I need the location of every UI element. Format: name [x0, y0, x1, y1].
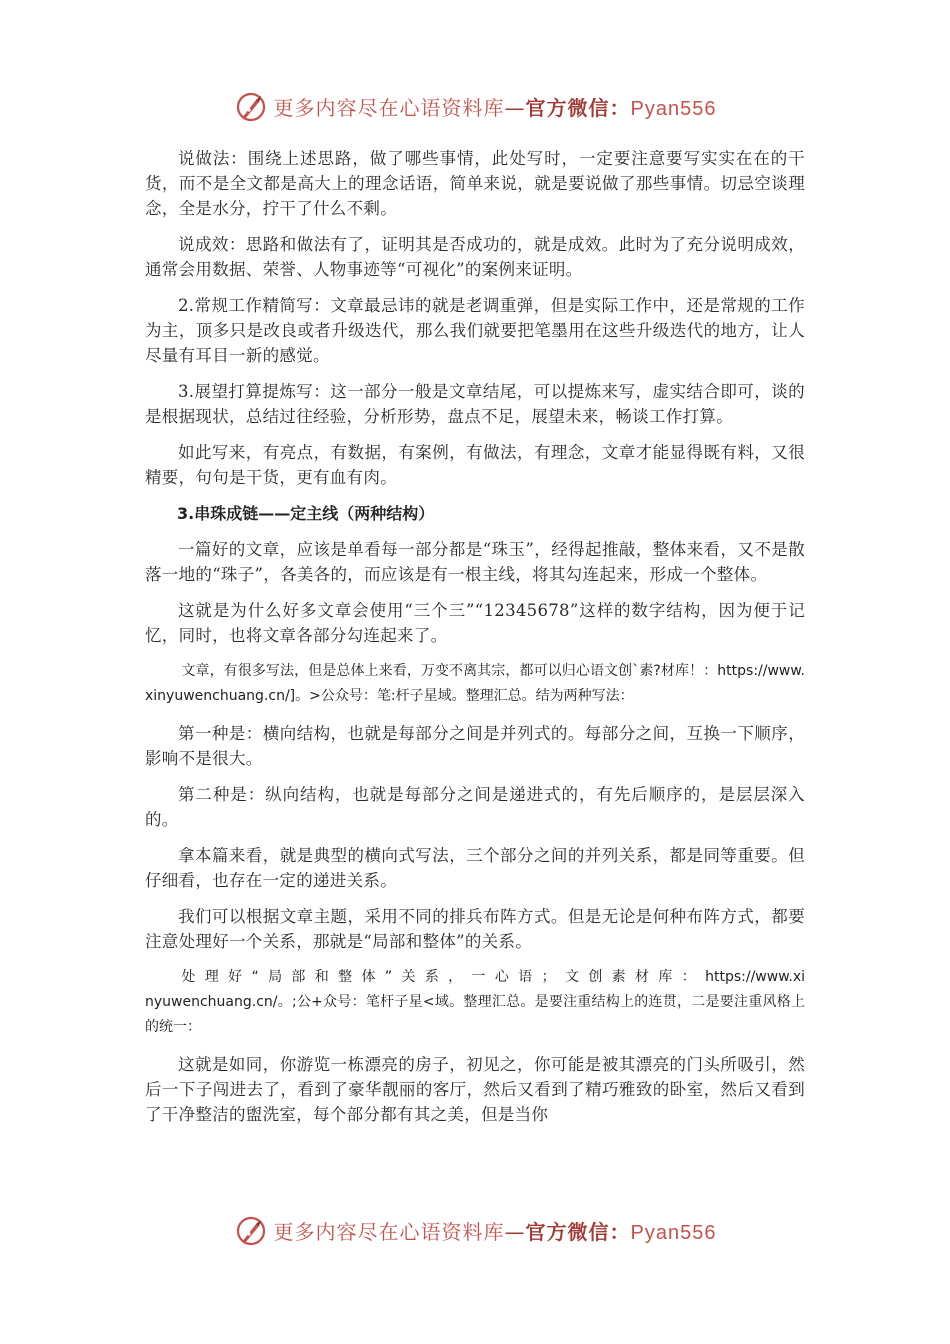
banner-separator: — — [504, 95, 526, 120]
paragraph-pearls: 一篇好的文章，应该是单看每一部分都是“珠玉”，经得起推敲，整体来看，又不是散落一地的“珠子”，各美各的，而应该是有一根主线，将其勾连起来，形成一个整体。 — [145, 540, 805, 584]
paragraph-vertical: 第二种是：纵向结构，也就是每部分之间是递进式的，有先后顺序的，是层层深入的。 — [145, 785, 805, 829]
paragraph-example: 拿本篇来看，就是典型的横向式写法，三个部分之间的并列关系，都是同等重要。但仔细看，也存在一定的递进关系。 — [145, 846, 805, 890]
paragraph-results: 说成效：思路和做法有了，证明其是否成功的，就是成效。此时为了充分说明成效，通常会用数据、荣誉、人物事迹等“可视化”的案例来证明。 — [145, 235, 805, 279]
paragraph-number-structure: 这就是为什么好多文章会使用“三个三”“12345678”这样的数字结构，因为便于记忆，同时，也将文章各部分勾连起来了。 — [145, 601, 805, 645]
banner-title: 更多内容尽在心语资料库 — [273, 95, 505, 120]
paragraph-summary: 如此写来，有亮点，有数据，有案例，有做法，有理念，文章才能显得既有料，又很精要，句句是干货，更有血有肉。 — [145, 443, 805, 487]
document-body — [145, 146, 805, 1138]
banner-text — [274, 92, 717, 121]
banner-wechat-label: 官方微信： — [525, 95, 631, 120]
note-whole-part-rest: https://www.xinyuwenchuang.cn/。;公+众号：笔杆子星<域。整理汇总。是要注重结构上的连贯，二是要注重风格上的统一： — [145, 969, 805, 1035]
pen-nib-logo-icon — [234, 1212, 270, 1248]
paragraph-house-analogy: 这就是如同，你游览一栋漂亮的房子，初见之，你可能是被其漂亮的门头所吸引，然后一下子闯进去了，看到了豪华靓丽的客厅，然后又看到了精巧雅致的卧室，然后又看到了干净整洁的盥洗室，每个部分都有其之美，但是当你 — [145, 1055, 805, 1124]
note-whole-part-lead: 处理好“局部和整体”关系，一心语；文创素材库： — [181, 969, 706, 985]
paragraph-outlook: 3.展望打算提炼写：这一部分一般是文章结尾，可以提炼来写，虚实结合即可，谈的是根据现状，总结过往经验，分析形势，盘点不足，展望未来，畅谈工作打算。 — [145, 382, 805, 426]
note-whole-part — [145, 965, 805, 1040]
banner-text — [274, 1216, 717, 1245]
header-banner — [0, 86, 950, 126]
banner-wechat-label: 官方微信： — [525, 1219, 631, 1244]
footer-banner — [0, 1210, 950, 1250]
banner-separator: — — [504, 1219, 526, 1244]
banner-title: 更多内容尽在心语资料库 — [273, 1219, 505, 1244]
banner-wechat-id: Pyan556 — [630, 97, 717, 120]
paragraph-routine-work: 2.常规工作精简写：文章最忌讳的就是老调重弹，但是实际工作中，还是常规的工作为主，顶多只是改良或者升级迭代，那么我们就要把笔墨用在这些升级迭代的地方，让人尽量有耳目一新的感觉。 — [145, 296, 805, 365]
paragraph-method: 说做法：围绕上述思路，做了哪些事情，此处写时，一定要注意要写实实在在的干货，而不是全文都是高大上的理念话语，简单来说，就是要说做了那些事情。切忌空谈理念，全是水分，拧干了什么不剩。 — [145, 149, 805, 218]
section-heading: 3.串珠成链——定主线（两种结构） — [177, 504, 435, 523]
pen-nib-logo-icon — [234, 88, 270, 124]
paragraph-whole-part: 我们可以根据文章主题，采用不同的排兵布阵方式。但是无论是何种布阵方式，都要注意处理好一个关系，那就是“局部和整体”的关系。 — [145, 907, 805, 951]
note-two-structures: 文章，有很多写法，但是总体上来看，万变不离其宗，都可以归心语文创`素?材库！：https://www.xinyuwenchuang.cn/]。>公众号：笔:杆子星域。整理汇总。结为两种写法： — [145, 663, 805, 704]
paragraph-horizontal: 第一种是：横向结构，也就是每部分之间是并列式的。每部分之间，互换一下顺序，影响不是很大。 — [145, 724, 805, 768]
banner-wechat-id: Pyan556 — [630, 1221, 717, 1244]
